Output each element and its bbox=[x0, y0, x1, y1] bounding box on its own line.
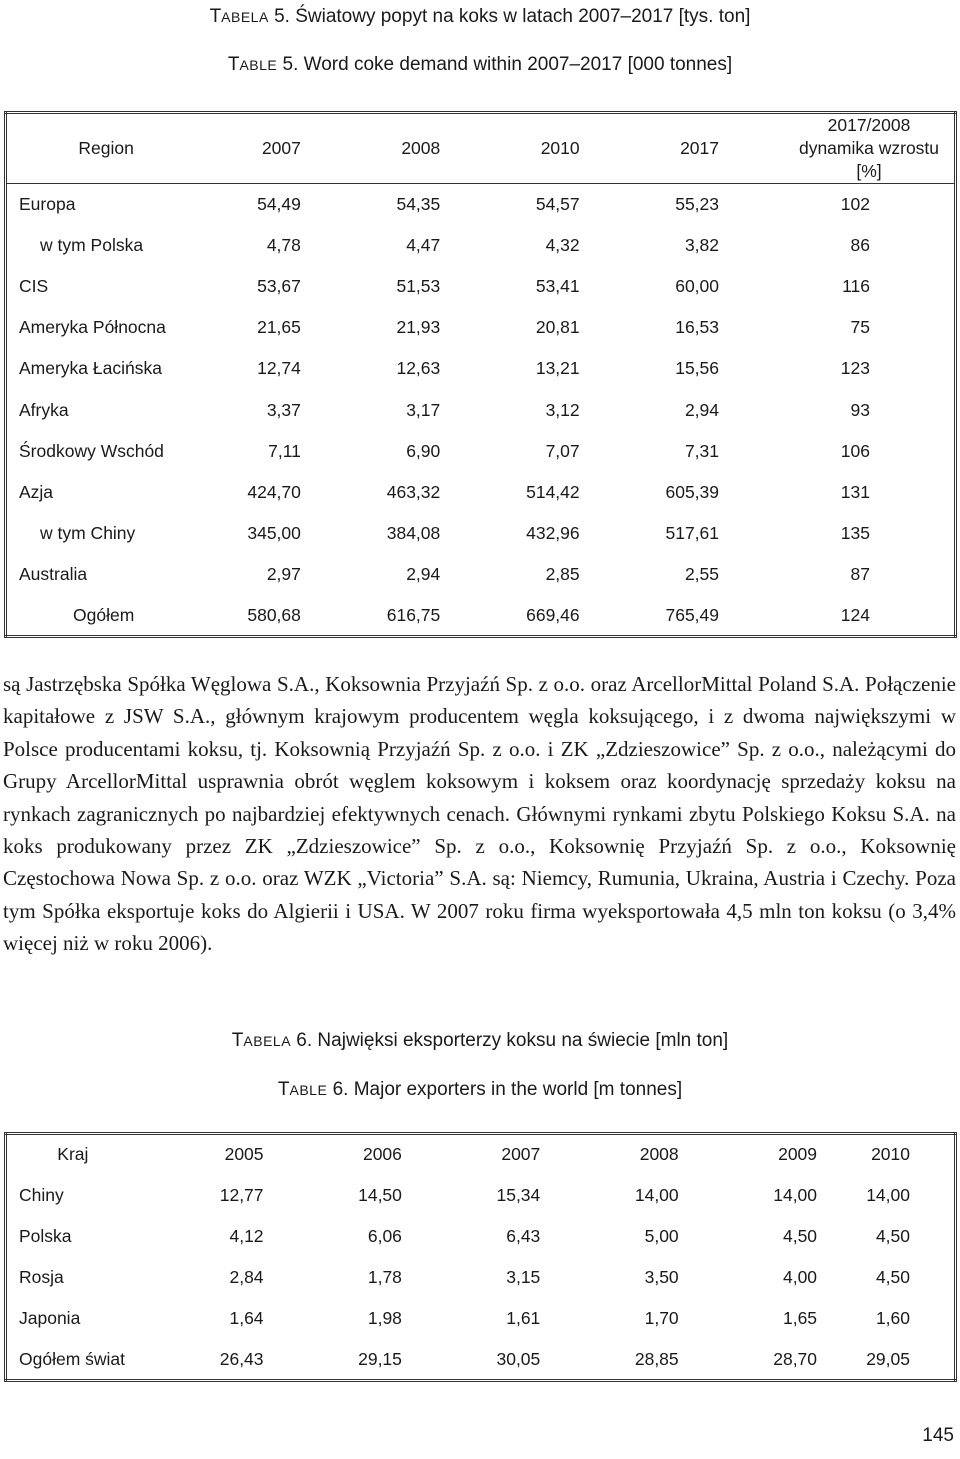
table6-caption-pl-initial: T bbox=[231, 1030, 244, 1051]
table5-row-label: CIS bbox=[19, 275, 49, 296]
table6-cell: 1,64 bbox=[229, 1308, 264, 1329]
table5-cell: 124 bbox=[840, 604, 870, 625]
table5-cell: 463,32 bbox=[386, 481, 441, 502]
table5-header-2008: 2008 bbox=[401, 138, 441, 158]
table5-cell: 116 bbox=[842, 275, 870, 296]
table5-cell: 4,47 bbox=[406, 234, 441, 255]
table5-cell: 87 bbox=[850, 564, 870, 585]
table6-cell: 6,06 bbox=[367, 1225, 402, 1246]
table5-cell: 424,70 bbox=[247, 481, 301, 502]
table5-cell: 3,12 bbox=[545, 399, 580, 420]
table6-row-label: Japonia bbox=[19, 1308, 81, 1329]
table6-row bbox=[6, 1175, 956, 1216]
table6-row-label: Polska bbox=[19, 1225, 72, 1246]
table5-cell: 432,96 bbox=[526, 523, 580, 544]
table6-header-2006: 2006 bbox=[362, 1144, 402, 1165]
table5-cell: 54,35 bbox=[396, 193, 441, 214]
table6-cell: 15,34 bbox=[496, 1184, 541, 1205]
table6-cell: 1,60 bbox=[875, 1308, 910, 1329]
table6-caption-en-text: 6. Major exporters in the world [m tonnes] bbox=[327, 1079, 683, 1100]
table5-row-label: Afryka bbox=[19, 399, 69, 420]
table5-row bbox=[6, 595, 956, 636]
table5-cell: 6,90 bbox=[406, 440, 441, 461]
table5-cell: 765,49 bbox=[665, 604, 720, 625]
table6-cell: 1,98 bbox=[367, 1308, 402, 1329]
table6-cell: 14,00 bbox=[773, 1184, 818, 1205]
table5-row-label: Środkowy Wschód bbox=[19, 440, 164, 461]
table6-cell: 4,50 bbox=[875, 1225, 910, 1246]
table5-caption-pl-smallcaps: ABELA bbox=[221, 9, 269, 25]
table6-row-label: Ogółem świat bbox=[19, 1348, 126, 1369]
table5-row bbox=[6, 307, 956, 348]
table6-cell: 4,12 bbox=[229, 1225, 264, 1246]
table5-row bbox=[6, 513, 956, 554]
table6-cell: 5,00 bbox=[644, 1225, 679, 1246]
table5-caption-pl-initial: T bbox=[209, 6, 222, 27]
table5-header-row bbox=[6, 113, 956, 184]
table5-cell: 55,23 bbox=[675, 193, 720, 214]
table5-caption-pl bbox=[0, 5, 960, 29]
table6-header-country: Kraj bbox=[57, 1144, 89, 1165]
table6-caption-pl bbox=[0, 1029, 960, 1053]
table5-cell: 7,11 bbox=[268, 440, 301, 461]
table5-caption-pl-text: 5. Światowy popyt na koks w latach 2007–2017 [tys. ton] bbox=[268, 6, 751, 27]
table6-caption-en-initial: T bbox=[277, 1079, 290, 1100]
table5-header-dynamics-text: 2017/2008 dynamika wzrostu [%] bbox=[798, 115, 940, 181]
table6-cell: 1,65 bbox=[782, 1308, 818, 1329]
table5-cell: 75 bbox=[850, 317, 870, 338]
table5-cell: 384,08 bbox=[386, 523, 441, 544]
table5-row-label: Ogółem bbox=[73, 604, 135, 625]
table6-cell: 28,70 bbox=[773, 1348, 818, 1369]
table5-cell: 13,21 bbox=[535, 358, 580, 379]
table5-row bbox=[6, 266, 956, 307]
table5-cell: 51,53 bbox=[396, 275, 441, 296]
table5-cell: 2,94 bbox=[406, 564, 441, 585]
table6-row-label: Rosja bbox=[19, 1267, 64, 1288]
table6-cell: 2,84 bbox=[229, 1267, 264, 1288]
table6-row bbox=[6, 1257, 956, 1298]
table5-cell: 2,85 bbox=[545, 564, 580, 585]
table5-cell: 2,94 bbox=[684, 399, 720, 420]
table6-row bbox=[6, 1216, 956, 1257]
table6-cell: 4,00 bbox=[782, 1267, 818, 1288]
table5-cell: 54,49 bbox=[257, 193, 301, 214]
table6-cell: 1,78 bbox=[367, 1267, 402, 1288]
table5-cell: 131 bbox=[840, 481, 870, 502]
table5-row bbox=[6, 472, 956, 513]
table5-cell: 53,67 bbox=[257, 275, 301, 296]
table5-cell: 2,97 bbox=[266, 564, 301, 585]
table5-row bbox=[6, 554, 956, 595]
table5-cell: 12,74 bbox=[257, 358, 301, 379]
table6-header-2005: 2005 bbox=[224, 1144, 264, 1165]
table5-cell: 135 bbox=[840, 523, 870, 544]
table5-row-label: w tym Chiny bbox=[40, 523, 136, 544]
table5-cell: 93 bbox=[850, 399, 870, 420]
table5-row bbox=[6, 225, 956, 266]
table5-cell: 15,56 bbox=[675, 358, 720, 379]
table5-cell: 4,78 bbox=[266, 234, 301, 255]
table5-row-label: Azja bbox=[19, 481, 54, 502]
table6-caption-en-smallcaps: ABLE bbox=[289, 1082, 328, 1098]
table6 bbox=[4, 1132, 957, 1382]
table6-row bbox=[6, 1298, 956, 1339]
table6-caption-pl-text: 6. Najwięksi eksporterzy koksu na świecie [mln ton] bbox=[291, 1030, 729, 1051]
table6-cell: 14,50 bbox=[358, 1184, 402, 1205]
table5-caption-en-smallcaps: ABLE bbox=[239, 57, 278, 73]
table5-cell: 54,57 bbox=[535, 193, 580, 214]
table6-cell: 4,50 bbox=[875, 1267, 910, 1288]
body-paragraph: są Jastrzębska Spółka Węglowa S.A., Koksownia Przyjaźń Sp. z o.o. oraz ArcellorMittal Poland S.A. Połączenie kapitałowe z JSW S.A., głównym krajowym producentem węgla koksującego, i z dwoma największymi w Polsce producentami koksu, tj. Koksownią Przyjaźń Sp. z o.o. i ZK „Zdzieszowice” Sp. z o.o., należącymi do Grupy ArcellorMittal usprawnia obrót węglem koksowym i koksem oraz koordynację sprzedaży koksu na rynkach zagranicznych po najbardziej efektywnych cenach. Głównymi rynkami zbytu Polskiego Koksu S.A. na koks produkowany przez ZK „Zdzieszowice” Sp. z o.o., Koksownię Przyjaźń Sp. z o.o., Koksownię Częstochowa Nowa Sp. z o.o. oraz WZK „Victoria” S.A. są: Niemcy, Rumunia, Ukraina, Austria i Czechy. Poza tym Spółka eksportuje koks do Algierii i USA. W 2007 roku firma wyeksportowała 4,5 mln ton koksu (o 3,4% więcej niż w roku 2006). bbox=[3, 672, 956, 956]
table5-row-label: w tym Polska bbox=[40, 234, 144, 255]
table5-cell: 7,31 bbox=[684, 440, 720, 461]
table5-cell: 7,07 bbox=[545, 440, 580, 461]
table5-cell: 86 bbox=[850, 234, 870, 255]
table6-cell: 14,00 bbox=[866, 1184, 910, 1205]
table5-cell: 345,00 bbox=[247, 523, 301, 544]
table6-cell: 29,05 bbox=[866, 1348, 910, 1369]
table6-header-2007: 2007 bbox=[501, 1144, 541, 1165]
table6-header-2010: 2010 bbox=[871, 1144, 910, 1165]
table5-cell: 21,65 bbox=[257, 317, 301, 338]
page-number: 145 bbox=[922, 1425, 954, 1446]
table6-cell: 6,43 bbox=[506, 1225, 541, 1246]
table5-cell: 3,17 bbox=[406, 399, 441, 420]
table6-cell: 3,15 bbox=[506, 1267, 541, 1288]
table5-row-label: Australia bbox=[19, 564, 88, 585]
table5-header-2017: 2017 bbox=[680, 138, 720, 158]
table6-row-label: Chiny bbox=[19, 1184, 64, 1205]
table5-cell: 3,82 bbox=[684, 234, 720, 255]
table5-cell: 21,93 bbox=[396, 317, 441, 338]
table5-cell: 4,32 bbox=[545, 234, 580, 255]
table5-cell: 20,81 bbox=[535, 317, 580, 338]
table5-caption-en-text: 5. Word coke demand within 2007–2017 [000 tonnes] bbox=[277, 54, 733, 75]
table5-caption-en-initial: T bbox=[227, 54, 240, 75]
table6-cell: 3,50 bbox=[644, 1267, 679, 1288]
table5-header-2010: 2010 bbox=[540, 138, 580, 158]
table5-cell: 16,53 bbox=[675, 317, 720, 338]
table5-caption-en bbox=[0, 53, 960, 77]
table6-caption-pl-smallcaps: ABELA bbox=[243, 1033, 292, 1049]
table5-cell: 106 bbox=[840, 440, 870, 461]
table6-row bbox=[6, 1339, 956, 1380]
table6-cell: 1,70 bbox=[644, 1308, 679, 1329]
table6-cell: 1,61 bbox=[506, 1308, 541, 1329]
table5-cell: 3,37 bbox=[266, 399, 301, 420]
table6-header-2009: 2009 bbox=[778, 1144, 818, 1165]
table5-cell: 60,00 bbox=[675, 275, 720, 296]
table5-cell: 53,41 bbox=[535, 275, 580, 296]
table5-cell: 517,61 bbox=[665, 523, 720, 544]
table5-row-label: Europa bbox=[19, 193, 76, 214]
table5-cell: 605,39 bbox=[665, 481, 720, 502]
table5-row bbox=[6, 389, 956, 430]
table6-cell: 14,00 bbox=[634, 1184, 679, 1205]
table5-row bbox=[6, 348, 956, 389]
table5-cell: 102 bbox=[840, 193, 870, 214]
table6-cell: 28,85 bbox=[634, 1348, 679, 1369]
table5-cell: 2,55 bbox=[684, 564, 720, 585]
table6-header-row bbox=[6, 1134, 956, 1175]
table6-cell: 29,15 bbox=[358, 1348, 402, 1369]
table5-header-region: Region bbox=[78, 138, 134, 158]
table5-cell: 123 bbox=[840, 358, 870, 379]
table5-row-label: Ameryka Północna bbox=[19, 317, 166, 338]
table6-header-2008: 2008 bbox=[639, 1144, 679, 1165]
table5-row-label: Ameryka Łacińska bbox=[19, 358, 162, 379]
table6-caption-en bbox=[0, 1078, 960, 1102]
table6-cell: 4,50 bbox=[782, 1225, 818, 1246]
table6-cell: 26,43 bbox=[219, 1348, 264, 1369]
table5-cell: 616,75 bbox=[386, 604, 441, 625]
table5-cell: 669,46 bbox=[526, 604, 580, 625]
table5-header-2007: 2007 bbox=[261, 138, 301, 158]
table5-cell: 514,42 bbox=[526, 481, 580, 502]
table5-header-dynamics bbox=[719, 113, 955, 184]
table6-cell: 12,77 bbox=[219, 1184, 264, 1205]
table5-cell: 12,63 bbox=[396, 358, 441, 379]
table5-cell: 580,68 bbox=[247, 604, 301, 625]
table6-cell: 30,05 bbox=[496, 1348, 541, 1369]
table5 bbox=[4, 111, 957, 638]
table5-row bbox=[6, 431, 956, 472]
table5-row bbox=[6, 184, 956, 225]
